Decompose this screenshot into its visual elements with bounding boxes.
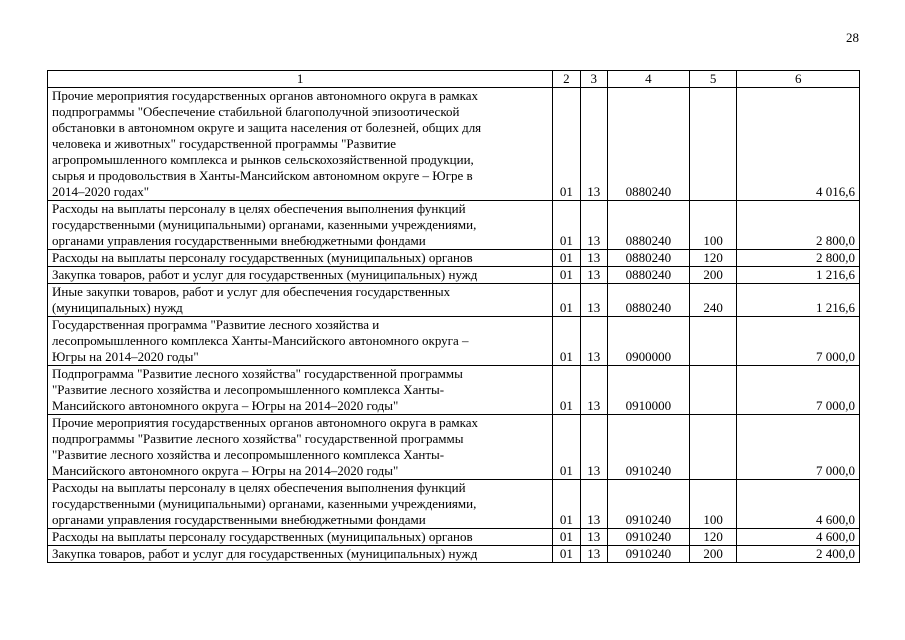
description-line: "Развитие лесного хозяйства и лесопромышленного комплекса Ханты-: [52, 382, 445, 397]
target-article-code: 0880240: [607, 201, 689, 250]
amount: 4 600,0: [737, 529, 860, 546]
section-code: 01: [553, 366, 580, 415]
table-row: [48, 529, 860, 546]
description-line: Иные закупки товаров, работ и услуг для обеспечения государственных: [52, 284, 451, 299]
description-line: Мансийского автономного округа – Югры на 2014–2020 годы": [52, 398, 399, 413]
section-code: 01: [553, 317, 580, 366]
subsection-code: 13: [580, 88, 607, 201]
subsection-code: 13: [580, 366, 607, 415]
description-line: подпрограммы "Развитие лесного хозяйства" государственной программы: [52, 431, 464, 446]
row-description: [48, 529, 553, 546]
description-line: Расходы на выплаты персоналу государственных (муниципальных) органов: [52, 529, 473, 544]
row-description: [48, 250, 553, 267]
description-line: государственными (муниципальными) органами, казенными учреждениями,: [52, 217, 477, 232]
expense-type-code: 200: [689, 546, 737, 563]
row-description: [48, 88, 553, 201]
row-description: [48, 317, 553, 366]
table-row: [48, 480, 860, 529]
subsection-code: 13: [580, 415, 607, 480]
expense-type-code: 100: [689, 201, 737, 250]
subsection-code: 13: [580, 480, 607, 529]
table-row: [48, 546, 860, 563]
amount: 1 216,6: [737, 267, 860, 284]
table-row: [48, 317, 860, 366]
target-article-code: 0880240: [607, 284, 689, 317]
description-line: органами управления государственными внебюджетными фондами: [52, 512, 426, 527]
description-line: человека и животных" государственной программы "Развитие: [52, 136, 397, 151]
description-line: "Развитие лесного хозяйства и лесопромышленного комплекса Ханты-: [52, 447, 445, 462]
amount: 2 400,0: [737, 546, 860, 563]
section-code: 01: [553, 250, 580, 267]
header-col-3: 3: [580, 71, 607, 88]
amount: 2 800,0: [737, 201, 860, 250]
header-col-6: 6: [737, 71, 860, 88]
description-line: 2014–2020 годах": [52, 184, 150, 199]
amount: 4 600,0: [737, 480, 860, 529]
section-code: 01: [553, 546, 580, 563]
subsection-code: 13: [580, 284, 607, 317]
target-article-code: 0910240: [607, 546, 689, 563]
description-line: агропромышленного комплекса и рынков сельскохозяйственной продукции,: [52, 152, 474, 167]
header-col-5: 5: [689, 71, 737, 88]
description-line: Расходы на выплаты персоналу в целях обеспечения выполнения функций: [52, 201, 466, 216]
row-description: [48, 415, 553, 480]
subsection-code: 13: [580, 529, 607, 546]
target-article-code: 0880240: [607, 88, 689, 201]
section-code: 01: [553, 284, 580, 317]
target-article-code: 0900000: [607, 317, 689, 366]
description-line: Расходы на выплаты персоналу государственных (муниципальных) органов: [52, 250, 473, 265]
description-line: лесопромышленного комплекса Ханты-Мансийского автономного округа –: [52, 333, 469, 348]
section-code: 01: [553, 415, 580, 480]
table-row: [48, 88, 860, 201]
target-article-code: 0910000: [607, 366, 689, 415]
subsection-code: 13: [580, 317, 607, 366]
expense-type-code: 240: [689, 284, 737, 317]
description-line: подпрограммы "Обеспечение стабильной благополучной эпизоотической: [52, 104, 460, 119]
amount: 7 000,0: [737, 366, 860, 415]
amount: 7 000,0: [737, 317, 860, 366]
section-code: 01: [553, 201, 580, 250]
row-description: [48, 284, 553, 317]
amount: 1 216,6: [737, 284, 860, 317]
header-col-2: 2: [553, 71, 580, 88]
description-line: Подпрограмма "Развитие лесного хозяйства" государственной программы: [52, 366, 463, 381]
table-row: [48, 284, 860, 317]
section-code: 01: [553, 88, 580, 201]
row-description: [48, 480, 553, 529]
description-line: сырья и продовольствия в Ханты-Мансийском автономном округе – Югре в: [52, 168, 473, 183]
amount: 2 800,0: [737, 250, 860, 267]
target-article-code: 0910240: [607, 415, 689, 480]
section-code: 01: [553, 267, 580, 284]
amount: 7 000,0: [737, 415, 860, 480]
row-description: [48, 267, 553, 284]
expense-type-code: [689, 88, 737, 201]
expense-type-code: 120: [689, 250, 737, 267]
table-row: [48, 267, 860, 284]
description-line: органами управления государственными внебюджетными фондами: [52, 233, 426, 248]
expense-type-code: [689, 366, 737, 415]
table-body: [48, 88, 860, 563]
table-row: [48, 366, 860, 415]
description-line: Югры на 2014–2020 годы": [52, 349, 199, 364]
budget-table: [47, 70, 860, 563]
row-description: [48, 201, 553, 250]
table-row: [48, 250, 860, 267]
table-row: [48, 415, 860, 480]
target-article-code: 0910240: [607, 529, 689, 546]
row-description: [48, 366, 553, 415]
description-line: Прочие мероприятия государственных органов автономного округа в рамках: [52, 88, 478, 103]
subsection-code: 13: [580, 267, 607, 284]
table-row: [48, 201, 860, 250]
subsection-code: 13: [580, 546, 607, 563]
description-line: Расходы на выплаты персоналу в целях обеспечения выполнения функций: [52, 480, 466, 495]
expense-type-code: [689, 317, 737, 366]
page-number: 28: [846, 30, 859, 45]
expense-type-code: 120: [689, 529, 737, 546]
header-col-1: 1: [48, 71, 553, 88]
description-line: Мансийского автономного округа – Югры на 2014–2020 годы": [52, 463, 399, 478]
expense-type-code: 100: [689, 480, 737, 529]
target-article-code: 0910240: [607, 480, 689, 529]
description-line: (муниципальных) нужд: [52, 300, 183, 315]
target-article-code: 0880240: [607, 267, 689, 284]
section-code: 01: [553, 529, 580, 546]
description-line: Прочие мероприятия государственных органов автономного округа в рамках: [52, 415, 478, 430]
target-article-code: 0880240: [607, 250, 689, 267]
description-line: Государственная программа "Развитие лесного хозяйства и: [52, 317, 380, 332]
expense-type-code: 200: [689, 267, 737, 284]
subsection-code: 13: [580, 201, 607, 250]
section-code: 01: [553, 480, 580, 529]
description-line: государственными (муниципальными) органами, казенными учреждениями,: [52, 496, 477, 511]
header-col-4: 4: [607, 71, 689, 88]
description-line: Закупка товаров, работ и услуг для государственных (муниципальных) нужд: [52, 546, 478, 561]
description-line: Закупка товаров, работ и услуг для государственных (муниципальных) нужд: [52, 267, 478, 282]
amount: 4 016,6: [737, 88, 860, 201]
header-row: [48, 71, 860, 88]
row-description: [48, 546, 553, 563]
expense-type-code: [689, 415, 737, 480]
description-line: обстановки в автономном округе и защита населения от болезней, общих для: [52, 120, 482, 135]
subsection-code: 13: [580, 250, 607, 267]
